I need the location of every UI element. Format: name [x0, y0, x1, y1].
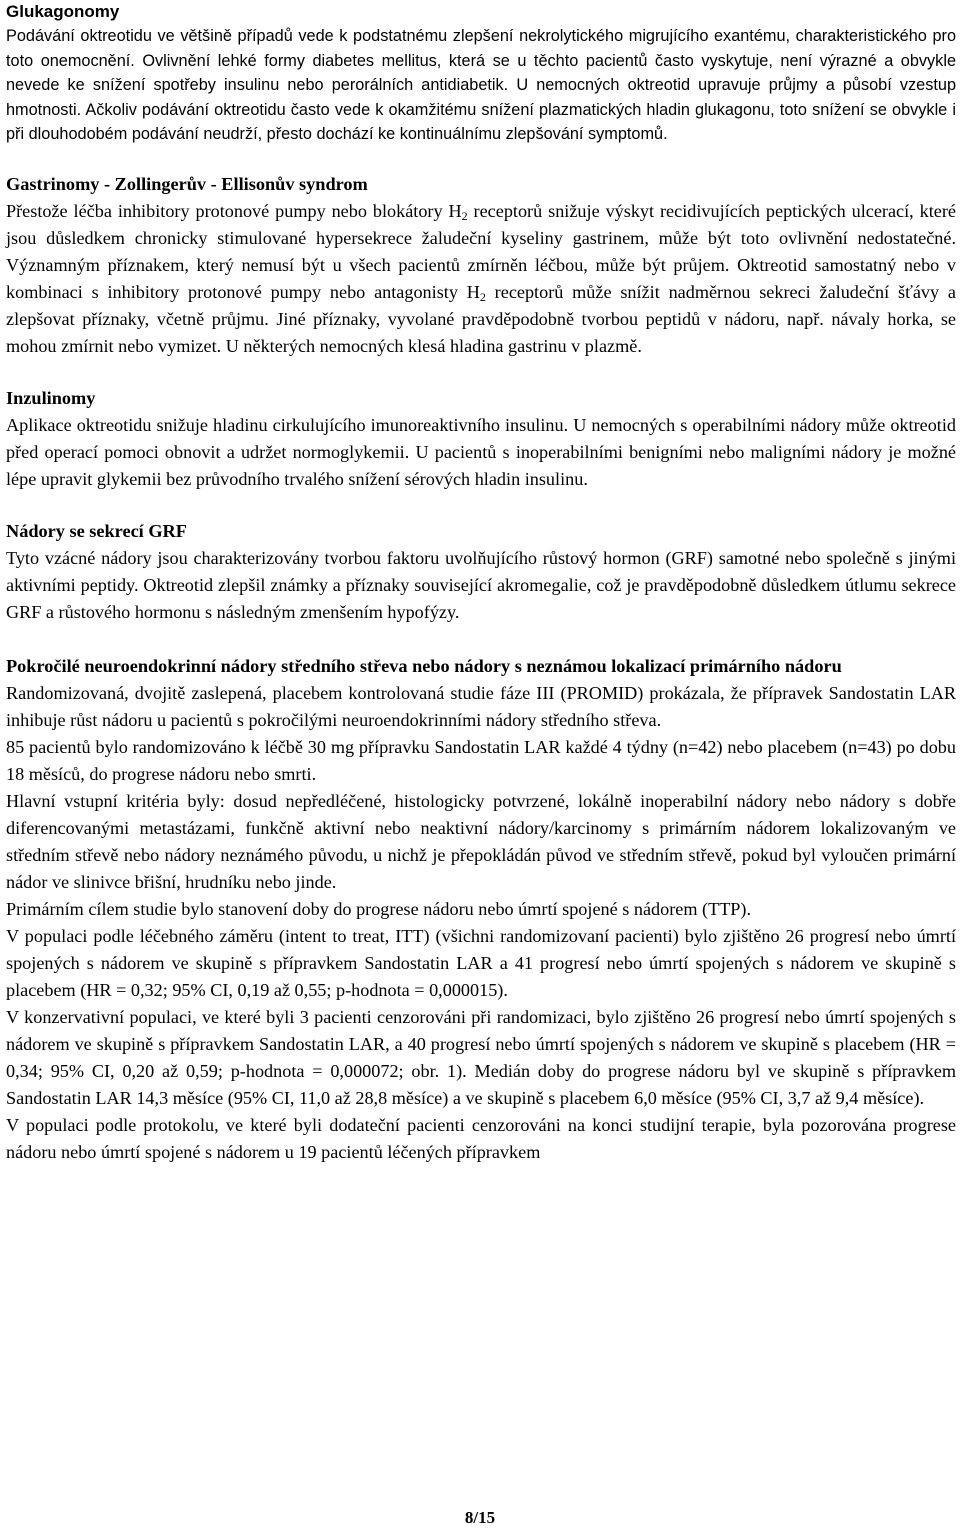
subscript: 2 — [479, 289, 486, 304]
section-glukagonomy — [6, 0, 956, 147]
section-heading: Gastrinomy - Zollingerův - Ellisonův syndrom — [6, 173, 368, 194]
section-heading: Glukagonomy — [6, 2, 120, 21]
section-paragraph: Podávání oktreotidu ve většině případů vede k podstatnému zlepšení nekrolytického migrujícího exantému, charakteristického pro toto onemocnění. Ovlivnění lehké formy diabetes mellitus, která se u těchto pacientů často vyskytuje, není výrazné a obvykle nevede ke snížení spotřeby insulinu nebo perorálních antidiabetik. U nemocných oktreotid upravuje průjmy a působí vzestup hmotnosti. Ačkoliv podávání oktreotidu často vede k okamžitému snížení plazmatických hladin glukagonu, toto snížení se obvykle i při dlouhodobém podávání neudrží, přesto dochází ke kontinuálnímu zlepšování symptomů. — [6, 27, 956, 143]
subscript: 2 — [461, 208, 468, 223]
section-gastrinomy — [6, 171, 956, 360]
section-paragraph: Randomizovaná, dvojitě zaslepená, placebem kontrolovaná studie fáze III (PROMID) prokázala, že přípravek Sandostatin LAR inhibuje růst nádoru u pacientů s pokročilými neuroendokrinními nádory středního střeva. — [6, 682, 956, 730]
section-paragraph: 85 pacientů bylo randomizováno k léčbě 30 mg přípravku Sandostatin LAR každé 4 týdny (n=42) nebo placebem (n=43) po dobu 18 měsíců, do progrese nádoru nebo smrti. — [6, 736, 956, 784]
document-page — [6, 0, 956, 1166]
text-run: receptorů snižuje výskyt recidivujících peptických ulcerací, které jsou důsledkem chronicky stimulované hypersekrece žaludeční kyseliny gastrinem, může být toto ovlivnění nedostatečné. Významným příznakem, který nemusí být u všech pacientů zmírněn léčbou, může být průjem. Oktreotid samostatný nebo v kombinaci s inhibitory protonové pumpy nebo antagonisty H — [6, 200, 956, 302]
section-paragraph: Hlavní vstupní kritéria byly: dosud nepředléčené, histologicky potvrzené, lokálně inoperabilní nádory nebo nádory s dobře diferencovanými metastázami, funkčně aktivní nebo neaktivní nádory/karcinomy s primárním nádorem lokalizovaným ve středním střevě nebo nádory neznámého původu, u nichž je přepokládán původ ve středním střevě, pokud byl vyloučen primární nádor ve slinivce břišní, hrudníku nebo jinde. — [6, 790, 956, 892]
section-paragraph: V konzervativní populaci, ve které byli 3 pacienti cenzorováni při randomizaci, bylo zjištěno 26 progresí nebo úmrtí spojených s nádorem ve skupině s přípravkem Sandostatin LAR, a 40 progresí nebo úmrtí spojených s nádorem ve skupině s placebem (HR = 0,34; 95% CI, 0,20 až 0,59; p-hodnota = 0,000072; obr. 1). Medián doby do progrese nádoru byl ve skupině s přípravkem Sandostatin LAR 14,3 měsíce (95% CI, 11,0 až 28,8 měsíce) a ve skupině s placebem 6,0 měsíce (95% CI, 3,7 až 9,4 měsíce). — [6, 1006, 956, 1108]
section-neuroendocrine-tumors — [6, 653, 956, 1166]
section-paragraph: Primárním cílem studie bylo stanovení doby do progrese nádoru nebo úmrtí spojené s nádorem (TTP). — [6, 898, 752, 919]
section-paragraph: Tyto vzácné nádory jsou charakterizovány tvorbou faktoru uvolňujícího růstový hormon (GRF) samotné nebo společně s jinými aktivními peptidy. Oktreotid zlepšil známky a příznaky související akromegalie, což je pravděpodobně důsledkem útlumu sekrece GRF a růstového hormonu s následným zmenšením hypofýzy. — [6, 547, 956, 622]
section-paragraph — [6, 198, 956, 360]
section-paragraph: V populaci podle léčebného záměru (intent to treat, ITT) (všichni randomizovaní pacienti) bylo zjištěno 26 progresí nebo úmrtí spojených s nádorem ve skupině s přípravkem Sandostatin LAR a 41 progresí nebo úmrtí spojených s nádorem ve skupině s placebem (HR = 0,32; 95% CI, 0,19 až 0,55; p-hodnota = 0,000015). — [6, 925, 956, 1000]
section-heading: Nádory se sekrecí GRF — [6, 520, 187, 541]
section-paragraph: Aplikace oktreotidu snižuje hladinu cirkulujícího imunoreaktivního insulinu. U nemocných s operabilními nádory může oktreotid před operací pomoci obnovit a udržet normoglykemii. U pacientů s inoperabilními benigními nebo maligními nádory je možné lépe upravit glykemii bez průvodního trvalého snížení sérových hladin insulinu. — [6, 414, 956, 489]
page-number: 8/15 — [464, 1508, 496, 1527]
text-run: receptorů může snížit nadměrnou sekreci žaludeční šťávy a zlepšovat příznaky, včetně průjmu. Jiné příznaky, vyvolané pravděpodobně tvorbou peptidů v nádoru, např. návaly horka, se mohou zmírnit nebo vymizet. U některých nemocných klesá hladina gastrinu v plazmě. — [6, 281, 956, 356]
section-paragraph: V populaci podle protokolu, ve které byli dodateční pacienti cenzorováni na konci studijní terapie, byla pozorována progrese nádoru nebo úmrtí spojené s nádorem u 19 pacientů léčených přípravkem — [6, 1114, 956, 1162]
section-inzulinomy — [6, 385, 956, 493]
section-grf-tumors — [6, 518, 956, 626]
section-heading: Pokročilé neuroendokrinní nádory středního střeva nebo nádory s neznámou lokalizací primárního nádoru — [6, 655, 842, 676]
section-heading: Inzulinomy — [6, 387, 96, 408]
text-run: Přestože léčba inhibitory protonové pumpy nebo blokátory H — [6, 200, 462, 221]
